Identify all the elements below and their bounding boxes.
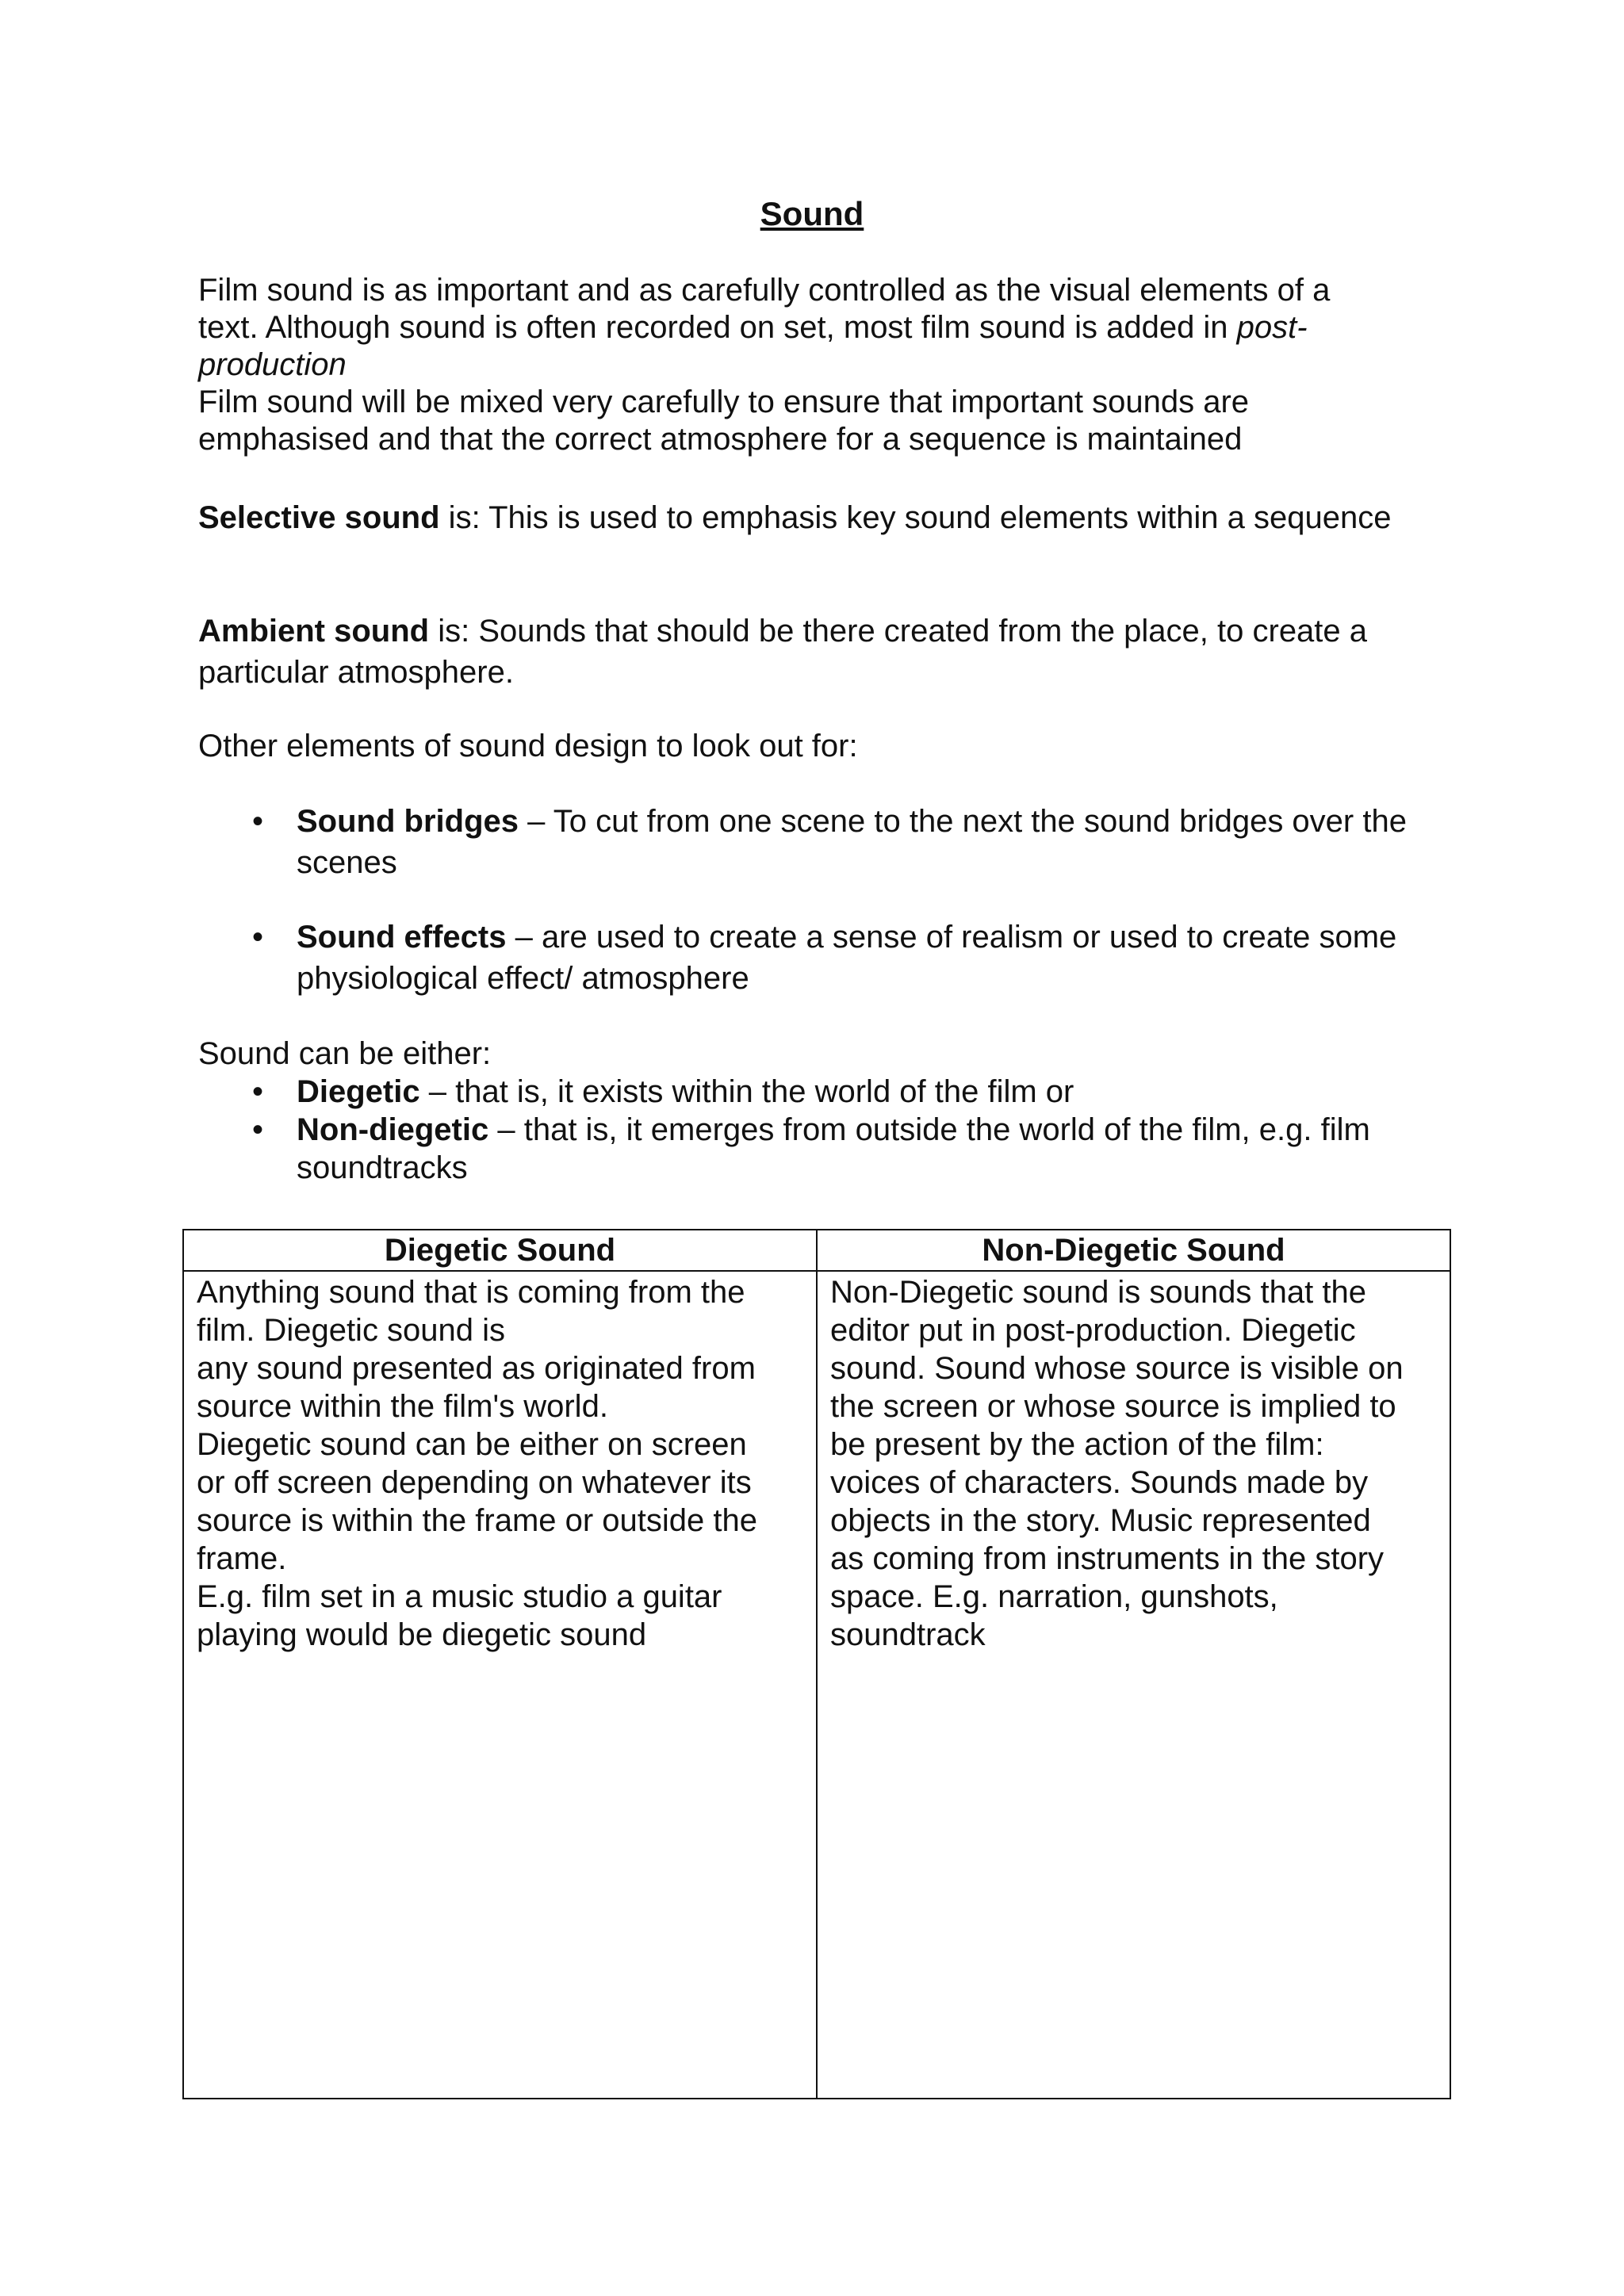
definition-term: Ambient sound <box>198 614 430 649</box>
cell-line: the screen or whose source is implied to <box>830 1389 1396 1424</box>
bullet-icon: • <box>252 1112 264 1147</box>
cell-line: or off screen depending on whatever its <box>197 1465 752 1500</box>
column-header-non-diegetic: Non-Diegetic Sound <box>817 1230 1450 1271</box>
other-elements-heading: Other elements of sound design to look out for: <box>198 729 858 763</box>
cell-line: film. Diegetic sound is <box>197 1313 506 1348</box>
intro-italic-text: post- <box>1236 310 1308 345</box>
cell-line: Non-Diegetic sound is sounds that the <box>830 1275 1366 1310</box>
table-header-row <box>183 1230 1450 1271</box>
cell-line: be present by the action of the film: <box>830 1427 1324 1462</box>
list-item-term: Diegetic <box>297 1074 420 1109</box>
cell-line: frame. <box>197 1541 287 1576</box>
cell-line: source is within the frame or outside the <box>197 1503 758 1538</box>
cell-line: E.g. film set in a music studio a guitar <box>197 1579 722 1614</box>
list-item-term: Sound effects <box>297 920 507 955</box>
list-item-text: – that is, it emerges from outside the world of the film, e.g. film soundtracks <box>297 1112 1370 1185</box>
list-item <box>198 1111 1435 1187</box>
intro-italic-text: production <box>198 347 347 382</box>
list-item <box>198 1073 1435 1111</box>
intro-paragraph <box>198 272 1435 458</box>
cell-line: soundtrack <box>830 1617 986 1652</box>
cell-line: editor put in post-production. Diegetic <box>830 1313 1356 1348</box>
cell-line: as coming from instruments in the story <box>830 1541 1385 1576</box>
sound-types-list <box>198 1073 1435 1190</box>
definition-term: Selective sound <box>198 500 440 535</box>
cell-line: voices of characters. Sounds made by <box>830 1465 1369 1500</box>
non-diegetic-description-cell <box>817 1271 1450 2099</box>
sound-either-heading: Sound can be either: <box>198 1036 492 1071</box>
list-item <box>198 801 1435 883</box>
cell-line: any sound presented as originated from <box>197 1351 756 1386</box>
intro-text: text. Although sound is often recorded on set, most film sound is added in <box>198 310 1237 345</box>
sound-comparison-table <box>182 1229 1451 2099</box>
column-header-diegetic: Diegetic Sound <box>183 1230 817 1271</box>
list-item-term: Sound bridges <box>297 804 519 839</box>
cell-line: space. E.g. narration, gunshots, <box>830 1579 1278 1614</box>
table-row <box>183 1271 1450 2099</box>
design-elements-list <box>198 801 1435 1032</box>
cell-line: playing would be diegetic sound <box>197 1617 647 1652</box>
selective-sound-definition <box>198 497 1435 538</box>
bullet-icon: • <box>252 920 264 955</box>
list-item-text: – are used to create a sense of realism or used to create some physiological effect/ atmosphere <box>297 920 1397 996</box>
intro-line: emphasised and that the correct atmosphere for a sequence is maintained <box>198 422 1243 457</box>
cell-line: objects in the story. Music represented <box>830 1503 1371 1538</box>
intro-line <box>198 346 1435 384</box>
diegetic-description-cell <box>183 1271 817 2099</box>
list-item-text: – that is, it exists within the world of the film or <box>419 1074 1074 1109</box>
bullet-icon: • <box>252 804 264 839</box>
list-item-text: – To cut from one scene to the next the sound bridges over the scenes <box>297 804 1407 880</box>
ambient-sound-definition <box>198 610 1435 693</box>
cell-line: source within the film's world. <box>197 1389 608 1424</box>
definition-text: is: Sounds that should be there created from the place, to create a particular atmosphere. <box>198 614 1368 690</box>
cell-line: Diegetic sound can be either on screen <box>197 1427 747 1462</box>
intro-line: Film sound will be mixed very carefully to ensure that important sounds are <box>198 385 1250 419</box>
list-item-term: Non-diegetic <box>297 1112 489 1147</box>
intro-line <box>198 309 1435 346</box>
cell-line: sound. Sound whose source is visible on <box>830 1351 1404 1386</box>
list-item <box>198 916 1435 999</box>
cell-line: Anything sound that is coming from the <box>197 1275 745 1310</box>
bullet-icon: • <box>252 1074 264 1109</box>
definition-text: is: This is used to emphasis key sound elements within a sequence <box>439 500 1392 535</box>
intro-line: Film sound is as important and as carefully controlled as the visual elements of a <box>198 273 1331 308</box>
page-title: Sound <box>760 195 864 232</box>
